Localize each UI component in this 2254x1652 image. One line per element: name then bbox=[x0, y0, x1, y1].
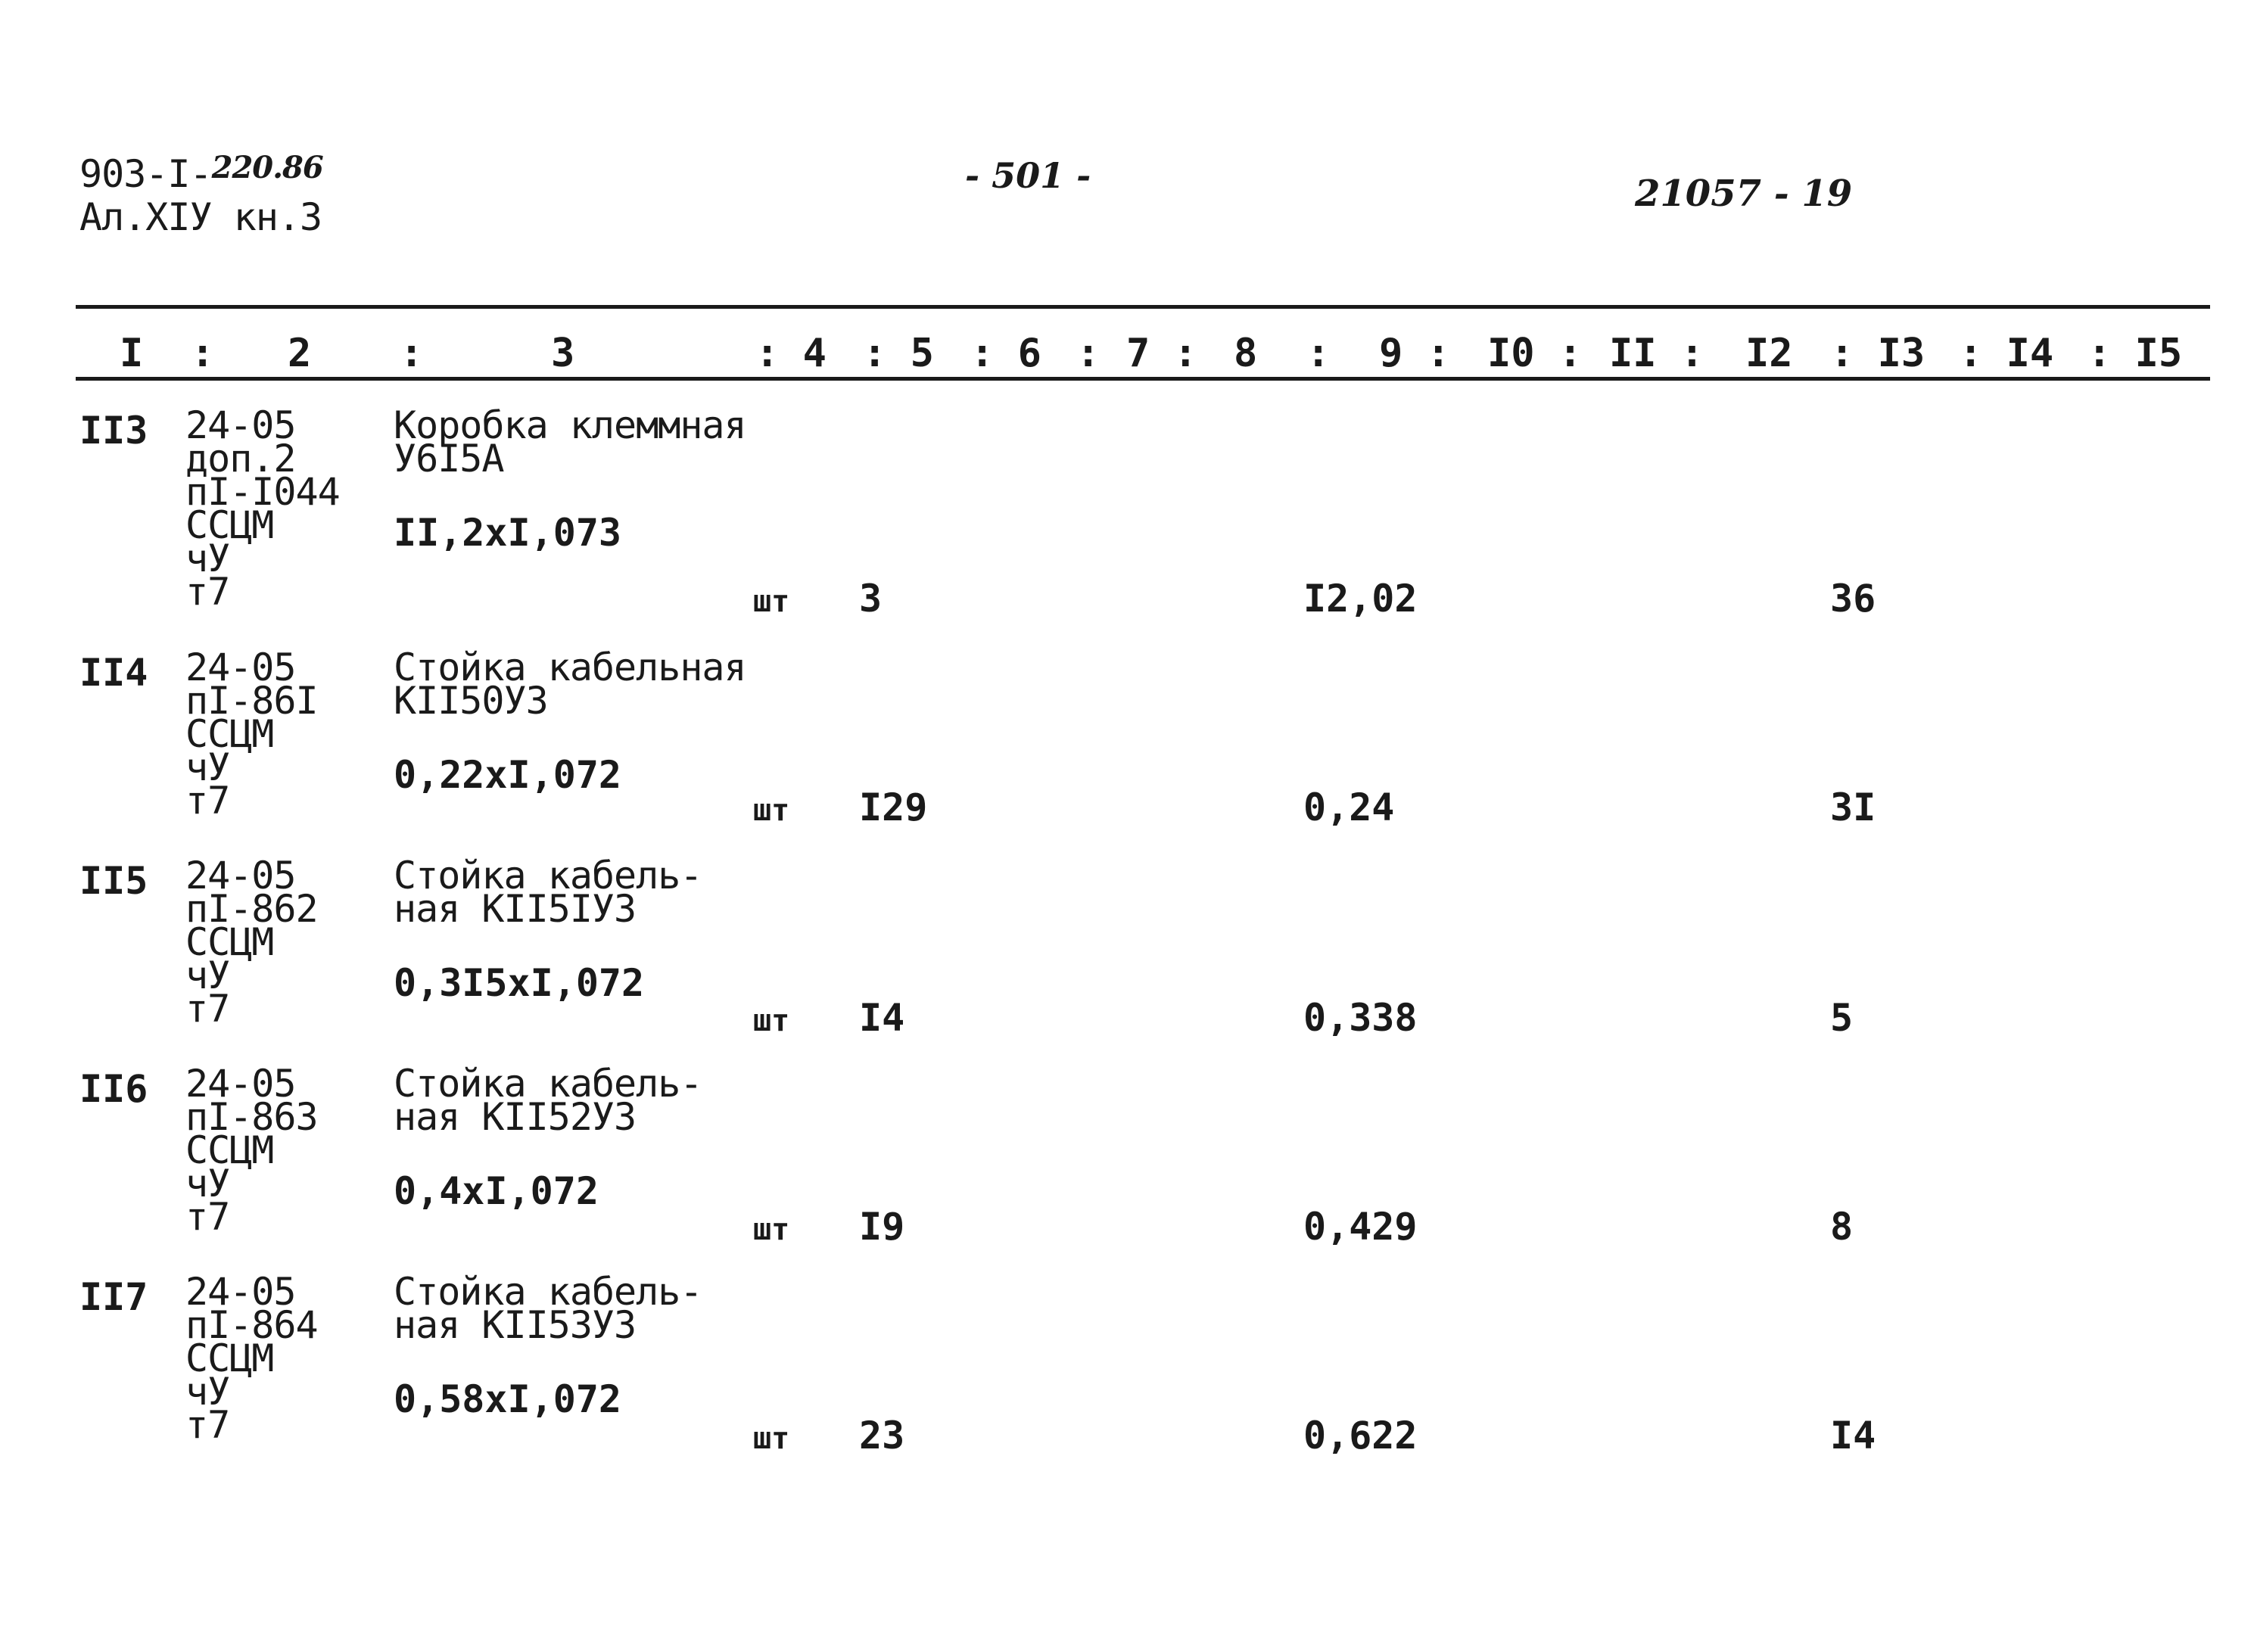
col-separator: : bbox=[400, 331, 424, 376]
reference-line: ССЦМ bbox=[185, 712, 274, 756]
header-bottom-rule bbox=[76, 377, 2210, 381]
reference-line: чУ bbox=[185, 954, 230, 997]
col-header-7: 7 : bbox=[1126, 331, 1197, 376]
col-header-3: 3 bbox=[551, 331, 575, 376]
item-description bbox=[394, 403, 746, 481]
item-description bbox=[394, 646, 746, 723]
reference-line: ССЦМ bbox=[185, 503, 274, 547]
reference-line: 24-05 bbox=[185, 646, 296, 689]
document-code-prefix: 903-I- bbox=[79, 152, 212, 196]
document-code bbox=[79, 150, 323, 196]
col-header-4: : 4 bbox=[755, 331, 827, 376]
col-header-9: 9 : bbox=[1379, 331, 1450, 376]
item-formula: 0,4xI,072 bbox=[394, 1169, 599, 1213]
unit-cell: шт bbox=[753, 1003, 790, 1038]
description-line: ная КII53УЗ bbox=[394, 1303, 637, 1347]
col-header-2: 2 bbox=[288, 331, 312, 376]
row-number: II5 bbox=[79, 859, 148, 903]
col-header-5: : 5 bbox=[863, 331, 934, 376]
col-separator: : bbox=[1076, 331, 1101, 376]
reference-line: 24-05 bbox=[185, 854, 296, 898]
row-number: II7 bbox=[79, 1275, 148, 1319]
col-header-1: I bbox=[120, 331, 144, 376]
col-separator: : bbox=[1306, 331, 1331, 376]
reference-line: т7 bbox=[185, 1403, 230, 1447]
reference-line: ССЦМ bbox=[185, 920, 274, 964]
row-number: II4 bbox=[79, 651, 148, 695]
item-formula: 0,58xI,072 bbox=[394, 1377, 622, 1421]
reference-line: т7 bbox=[185, 570, 230, 614]
reference-stack bbox=[185, 1270, 318, 1447]
reference-line: доп.2 bbox=[185, 437, 296, 481]
col13-cell: I4 bbox=[1830, 1414, 1876, 1458]
reference-line: пI-863 bbox=[185, 1095, 318, 1139]
description-line: КII50УЗ bbox=[394, 679, 548, 723]
col9-cell: 0,429 bbox=[1303, 1205, 1418, 1249]
col-header-13: : I3 bbox=[1830, 331, 1926, 376]
col13-cell: 36 bbox=[1830, 577, 1876, 621]
description-line: Стойка кабель- bbox=[394, 1062, 702, 1106]
col9-cell: 0,622 bbox=[1303, 1414, 1418, 1458]
col9-cell: 0,24 bbox=[1303, 786, 1395, 829]
reference-line: т7 bbox=[185, 987, 230, 1031]
reference-line: чУ bbox=[185, 537, 230, 580]
quantity-cell: 3 bbox=[859, 577, 883, 621]
col-header-10: I0 : bbox=[1487, 331, 1583, 376]
row-number: II3 bbox=[79, 409, 148, 453]
col-separator: : bbox=[191, 331, 215, 376]
reference-line: чУ bbox=[185, 745, 230, 789]
quantity-cell: I4 bbox=[859, 996, 905, 1040]
reference-line: чУ bbox=[185, 1370, 230, 1414]
col13-cell: 8 bbox=[1830, 1205, 1854, 1249]
unit-cell: шт bbox=[753, 793, 790, 828]
col-header-11: II : bbox=[1609, 331, 1705, 376]
reference-line: пI-862 bbox=[185, 887, 318, 931]
quantity-cell: I9 bbox=[859, 1205, 905, 1249]
col13-cell: 5 bbox=[1830, 996, 1854, 1040]
reference-stack bbox=[185, 403, 340, 614]
header-top-rule bbox=[76, 305, 2210, 309]
item-formula: 0,22xI,072 bbox=[394, 753, 622, 797]
col-header-8: 8 bbox=[1234, 331, 1258, 376]
col13-cell: 3I bbox=[1830, 786, 1876, 829]
reference-line: 24-05 bbox=[185, 1062, 296, 1106]
col9-cell: 0,338 bbox=[1303, 996, 1418, 1040]
description-line: Стойка кабель- bbox=[394, 1270, 702, 1314]
reference-line: ССЦМ bbox=[185, 1128, 274, 1172]
col-header-14: : I4 bbox=[1959, 331, 2054, 376]
col9-cell: I2,02 bbox=[1303, 577, 1418, 621]
page-number: - 501 - bbox=[965, 155, 1091, 196]
description-line: Стойка кабельная bbox=[394, 646, 746, 689]
quantity-cell: 23 bbox=[859, 1414, 905, 1458]
reference-line: т7 bbox=[185, 1195, 230, 1239]
item-description bbox=[394, 1270, 702, 1347]
description-line: Коробка клеммная bbox=[394, 403, 746, 447]
document-code-number: 220.86 bbox=[211, 150, 323, 185]
description-line: У6I5А bbox=[394, 437, 504, 481]
unit-cell: шт bbox=[753, 1212, 790, 1247]
item-description bbox=[394, 1062, 702, 1139]
col-header-12: I2 bbox=[1745, 331, 1793, 376]
reference-stack bbox=[185, 1062, 318, 1239]
reference-stack bbox=[185, 646, 318, 823]
item-formula: 0,3I5xI,072 bbox=[394, 961, 645, 1005]
reference-line: 24-05 bbox=[185, 403, 296, 447]
document-number: 21057 - 19 bbox=[1635, 173, 1853, 215]
album-reference: Ал.XIУ кн.3 bbox=[79, 195, 322, 239]
reference-line: чУ bbox=[185, 1162, 230, 1206]
unit-cell: шт bbox=[753, 584, 790, 619]
reference-line: 24-05 bbox=[185, 1270, 296, 1314]
unit-cell: шт bbox=[753, 1421, 790, 1456]
reference-line: пI-I044 bbox=[185, 470, 340, 514]
description-line: ная КII52УЗ bbox=[394, 1095, 637, 1139]
reference-line: пI-86I bbox=[185, 679, 318, 723]
description-line: Стойка кабель- bbox=[394, 854, 702, 898]
quantity-cell: I29 bbox=[859, 786, 928, 829]
item-formula: II,2xI,073 bbox=[394, 511, 622, 555]
reference-line: т7 bbox=[185, 779, 230, 823]
reference-line: ССЦМ bbox=[185, 1336, 274, 1380]
description-line: ная КII5IУЗ bbox=[394, 887, 637, 931]
row-number: II6 bbox=[79, 1067, 148, 1111]
col-header-15: : I5 bbox=[2087, 331, 2183, 376]
reference-line: пI-864 bbox=[185, 1303, 318, 1347]
reference-stack bbox=[185, 854, 318, 1031]
col-header-6: : 6 bbox=[970, 331, 1041, 376]
item-description bbox=[394, 854, 702, 931]
